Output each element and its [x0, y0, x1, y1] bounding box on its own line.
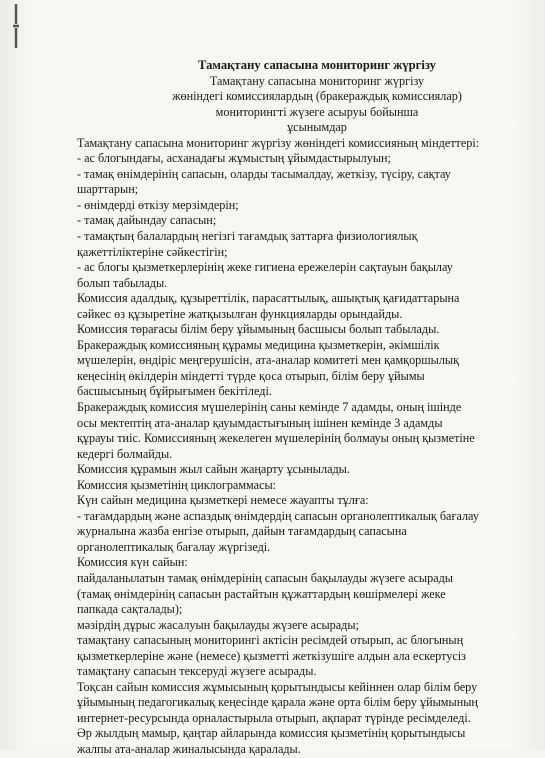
- body-line: Бракераждық комиссияның құрамы медицина қызметкерін, әкімшілік: [77, 337, 440, 352]
- body-line: мүшелерін, өндіріс меңгерушісін, ата-аналар комитеті мен қамқоршылық: [77, 353, 460, 368]
- body-line: (тамақ өнімдерінің сапасын растайтын құжаттардың көшірмелері жеке: [77, 586, 446, 601]
- subtitle-line: Тамақтану сапасына мониторинг жүргізу: [209, 73, 425, 88]
- body-line: Комиссия қызметінің циклограммасы:: [77, 477, 277, 492]
- body-line: - ас блогындағы, асханадағы жұмыстың ұйымдастырылуын;: [77, 151, 391, 166]
- body-line: Комиссия құрамын жыл сайын жаңарту ұсынылады.: [77, 462, 350, 477]
- body-line: сәйкес өз құзыретіне жатқызылған функцияларды орындайды.: [77, 306, 403, 321]
- body-line: ұйымының педагогикалық кеңесінде қарала және орта білім беру ұйымының: [77, 695, 478, 710]
- subtitle-line: ұсынымдар: [287, 120, 347, 135]
- body-line: қажеттіліктеріне сәйкестігін;: [77, 244, 228, 259]
- document-title: Тамақтану сапасына мониторинг жүргізу: [198, 58, 436, 72]
- subtitle-line: мониторингті жүзеге асыруы бойынша: [215, 104, 419, 119]
- body-line: - өнімдерді өткізу мерзімдерін;: [77, 197, 239, 212]
- body-line: болып табылады.: [77, 275, 168, 290]
- body-line: Күн сайын медицина қызметкері немесе жауапты тұлға:: [77, 493, 369, 508]
- body-line: шарттарын;: [77, 182, 139, 197]
- body-line: Әр жылдың мамыр, қаңтар айларында комиссия қызметінің қорытындысы: [77, 726, 466, 741]
- body-line: папкада сақталады);: [77, 602, 183, 617]
- body-line: Комиссия адалдық, құзыреттілік, парасаттылық, ашықтық қағидаттарына: [77, 291, 460, 306]
- scan-edge-mark: [10, 4, 22, 48]
- body-line: құрауы тиіс. Комиссияның жекелеген мүшелерінің болмауы оның қызметіне: [77, 431, 475, 446]
- body-line: кеңесінің өкілдерін міндетті түрде қоса отырып, білім беру ұйымы: [77, 368, 425, 383]
- subtitle-line: жөніндегі комиссиялардың (бракераждық комиссиялар): [172, 89, 462, 104]
- body-line: интернет-ресурсында орналастырыла отырып, ақпарат түрінде ресімделеді.: [77, 710, 471, 725]
- body-line: Бракераждық комиссия мүшелерінің саны кемінде 7 адамды, оның ішінде: [77, 399, 462, 414]
- body-line: тамақтану сапасын тексеруді жүзеге асырады.: [77, 664, 317, 679]
- body-line: осы мектептің ата-аналар қауымдастығының ішінен кемінде 3 адамды: [77, 415, 443, 430]
- body-line: мәзірдің дұрыс жасалуын бақылауды жүзеге асырады;: [77, 617, 359, 632]
- body-line: пайдаланылатын тамақ өнімдерінің сапасын бақылауды жүзеге асырады: [77, 571, 453, 585]
- body-line: - тамақтың балалардың негізгі тағамдық заттарға физиологиялық: [77, 228, 418, 243]
- body-line: - ас блогы қызметкерлерінің жеке гигиена ережелерін сақтауын бақылау: [77, 260, 453, 275]
- body-line: органолептикалық бағалау жүргізеді.: [77, 539, 271, 554]
- document-body: [77, 58, 517, 758]
- body-line: - тамақ өнімдерінің сапасын, оларды тасымалдау, жеткізу, түсіру, сақтау: [77, 166, 451, 181]
- body-line: - тағамдардың және аспаздық өнімдердің сапасын органолептикалық бағалау: [77, 508, 479, 523]
- body-line: Тоқсан сайын комиссия жұмысының қорытындысы кейіннен олар білім беру: [77, 679, 478, 694]
- body-line: Комиссия күн сайын:: [77, 555, 188, 570]
- body-line: тамақтану сапасының мониторингі актісін ресімдей отырып, ас блогының: [77, 633, 464, 648]
- body-line: басшысының бұйрығымен бекітіледі.: [77, 384, 272, 399]
- body-line: жалпы ата-аналар жиналысында қаралады.: [77, 742, 301, 757]
- body-line: Комиссия төрағасы білім беру ұйымының басшысы болып табылады.: [77, 322, 440, 337]
- body-line: Тамақтану сапасына мониторинг жүргізу жөніндегі комиссияның міндеттері:: [77, 135, 480, 150]
- body-line: қызметкерлеріне және (немесе) қызметті жеткізушіге алдын ала ескертусіз: [77, 648, 466, 663]
- body-line: - тамақ дайындау сапасын;: [77, 213, 217, 228]
- body-line: кедергі болмайды.: [77, 446, 173, 461]
- body-line: журналына жазба енгізе отырып, дайын тағамдардың сапасына: [77, 524, 407, 539]
